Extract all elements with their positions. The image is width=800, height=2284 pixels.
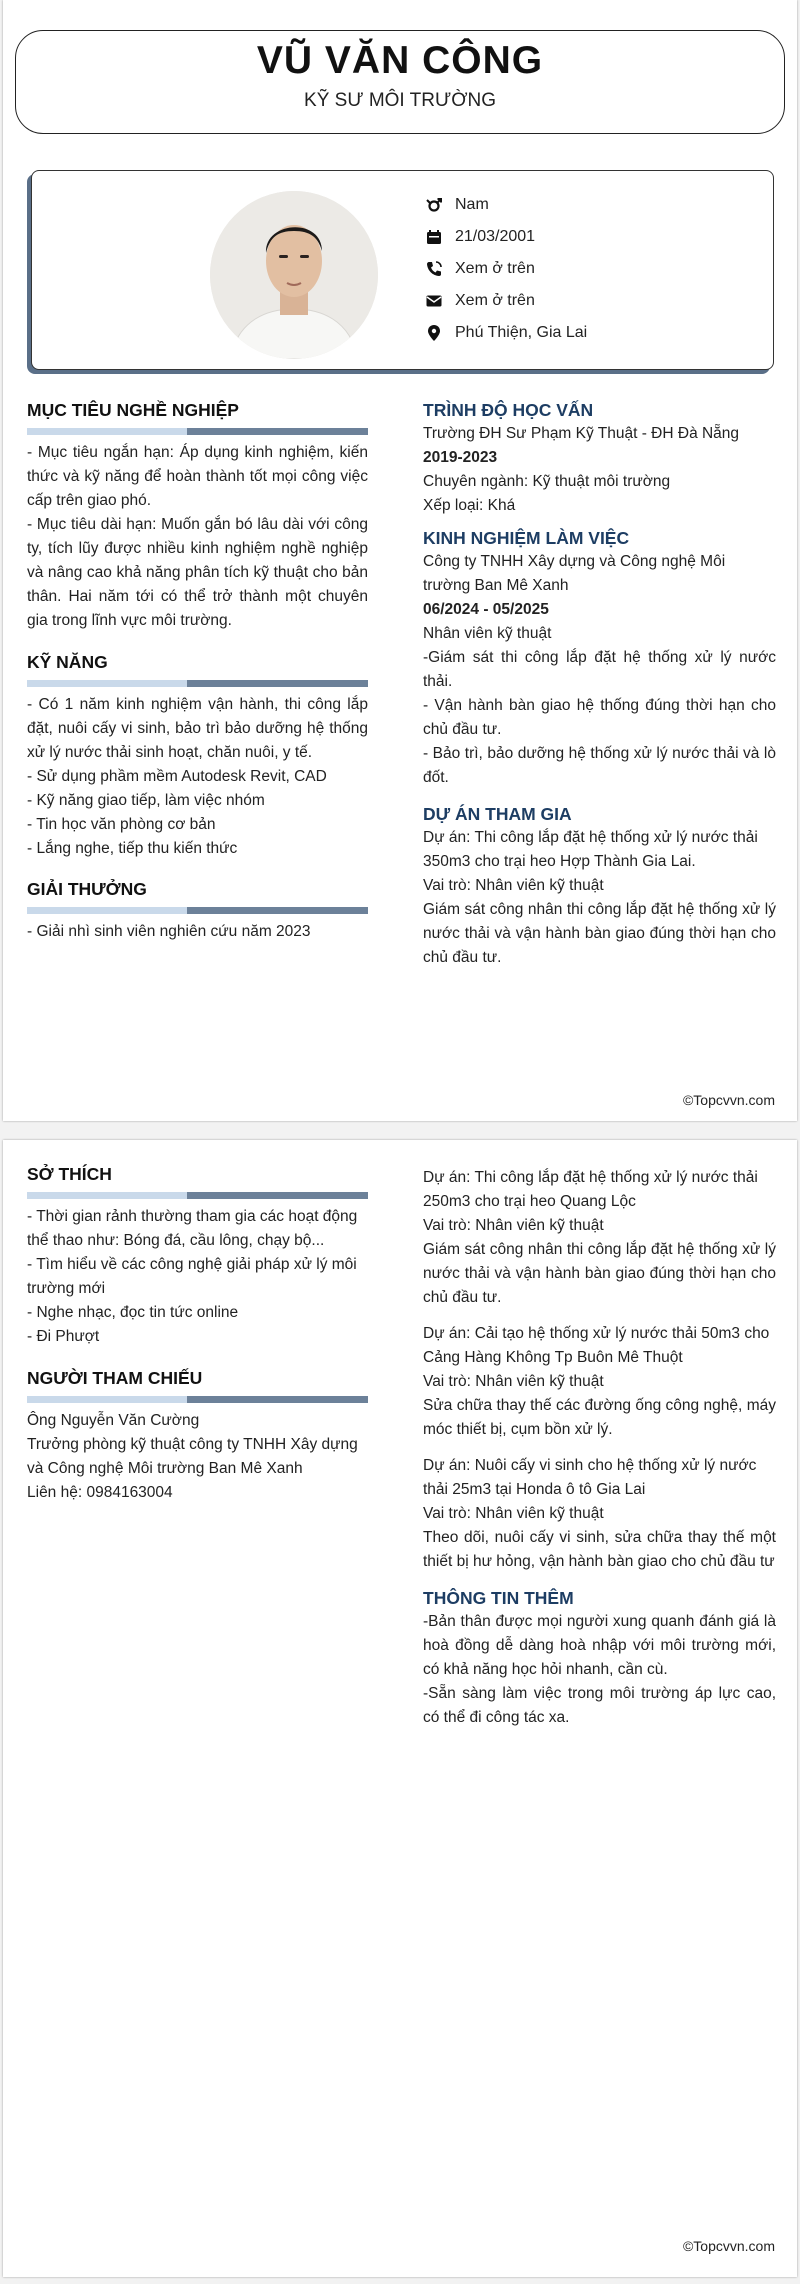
right-column-page2 — [423, 1166, 776, 1730]
address-value: Phú Thiện, Gia Lai — [455, 324, 588, 341]
objective-heading: MỤC TIÊU NGHỀ NGHIỆP — [27, 400, 239, 420]
reference-name: Ông Nguyễn Văn Cường — [27, 1412, 200, 1429]
project-role: Vai trò: Nhân viên kỹ thuật — [423, 1505, 604, 1522]
education-school: Trường ĐH Sư Phạm Kỹ Thuật - ĐH Đà Nẵng — [423, 425, 740, 442]
experience-task: - Bảo trì, bảo dưỡng hệ thống xử lý nước thải và lò đốt. — [423, 745, 776, 786]
contact-email — [425, 285, 587, 317]
cv-page-2 — [3, 1140, 797, 2277]
candidate-name: VŨ VĂN CÔNG — [256, 39, 544, 82]
reference-contact: Liên hệ: 0984163004 — [27, 1484, 173, 1501]
objective-long: - Mục tiêu dài hạn: Muốn gắn bó lâu dài với công ty, tích lũy được nhiều kinh nghiệm nghề nghiệp và nâng cao khả năng phân tích kỹ thuật cho bản thân. Hai năm tới có thể trở thành một chuyên gia trong lĩnh vực môi trường. — [27, 516, 368, 629]
contact-gender — [425, 189, 587, 221]
project-role: Vai trò: Nhân viên kỹ thuật — [423, 1217, 604, 1234]
experience-role: Nhân viên kỹ thuật — [423, 625, 552, 642]
project-name: Dự án: Thi công lắp đặt hệ thống xử lý nước thải 350m3 cho trại heo Hợp Thành Gia Lai. — [423, 829, 758, 870]
footer-brand: ©Topcvvn.com — [682, 1092, 775, 1108]
awards-heading: GIẢI THƯỞNG — [27, 879, 147, 899]
calendar-icon — [425, 228, 443, 246]
hobbies-heading: SỞ THÍCH — [27, 1164, 112, 1184]
hobby-item: - Đi Phượt — [27, 1328, 100, 1345]
skill-item: - Có 1 năm kinh nghiệm vận hành, thi công lắp đặt, nuôi cấy vi sinh, bảo trì bảo dưỡng hệ thống xử lý nước thải sinh hoạt, chăn nuôi, y tế. — [27, 696, 368, 761]
reference-position: Trưởng phòng kỹ thuật công ty TNHH Xây dựng và Công nghệ Môi trường Ban Mê Xanh — [27, 1436, 358, 1477]
personal-info-card — [31, 170, 774, 370]
project-name: Dự án: Nuôi cấy vi sinh cho hệ thống xử lý nước thải 25m3 tại Honda ô tô Gia Lai — [423, 1457, 757, 1498]
hobby-item: - Tìm hiểu về các công nghệ giải pháp xử lý môi trường mới — [27, 1256, 357, 1297]
skill-item: - Tin học văn phòng cơ bản — [27, 816, 216, 833]
additional-info-heading: THÔNG TIN THÊM — [423, 1588, 574, 1608]
experience-task: -Giám sát thi công lắp đặt hệ thống xử lý nước thải. — [423, 649, 776, 690]
project-desc: Theo dõi, nuôi cấy vi sinh, sửa chữa thay thế một thiết bị hư hỏng, vận hành bàn giao cho chủ đầu tư — [423, 1529, 776, 1570]
project-name: Dự án: Thi công lắp đặt hệ thống xử lý nước thải 250m3 cho trại heo Quang Lộc — [423, 1169, 758, 1210]
contact-list — [425, 189, 587, 349]
section-divider — [27, 428, 368, 435]
contact-birthdate — [425, 221, 587, 253]
avatar — [210, 191, 378, 359]
experience-task: - Vận hành bàn giao hệ thống đúng thời hạn cho chủ đầu tư. — [423, 697, 776, 738]
experience-period: 06/2024 - 05/2025 — [423, 601, 549, 618]
award-item: - Giải nhì sinh viên nghiên cứu năm 2023 — [27, 923, 311, 940]
project-role: Vai trò: Nhân viên kỹ thuật — [423, 1373, 604, 1390]
reference-heading: NGƯỜI THAM CHIẾU — [27, 1368, 203, 1388]
education-major: Chuyên ngành: Kỹ thuật môi trường — [423, 473, 671, 490]
portrait-photo — [210, 191, 378, 359]
birthdate-value: 21/03/2001 — [455, 228, 536, 245]
project-desc: Sửa chữa thay thế các đường ống công nghệ, máy móc thiết bị, cụm bồn xử lý. — [423, 1397, 776, 1438]
education-heading: TRÌNH ĐỘ HỌC VẤN — [423, 400, 594, 420]
objective-short: - Mục tiêu ngắn hạn: Áp dụng kinh nghiệm, kiến thức và kỹ năng để hoàn thành tốt mọi công việc cấp trên giao phó. — [27, 444, 368, 509]
additional-info-item: -Sẵn sàng làm việc trong môi trường áp lực cao, có thể đi công tác xa. — [423, 1685, 776, 1726]
gender-value: Nam — [455, 196, 489, 213]
footer-brand: ©Topcvvn.com — [682, 2238, 775, 2254]
section-divider — [27, 1192, 368, 1199]
skills-heading: KỸ NĂNG — [27, 652, 108, 672]
education-period: 2019-2023 — [423, 449, 498, 466]
education-grade: Xếp loại: Khá — [423, 497, 516, 514]
section-divider — [27, 907, 368, 914]
email-value: Xem ở trên — [455, 292, 535, 309]
contact-address — [425, 317, 587, 349]
additional-info-item: -Bản thân được mọi người xung quanh đánh giá là hoà đồng dễ dàng hoà nhập với môi trường mới, có khả năng học hỏi nhanh, cần cù. — [423, 1613, 776, 1678]
skill-item: - Lắng nghe, tiếp thu kiến thức — [27, 840, 238, 857]
project-desc: Giám sát công nhân thi công lắp đặt hệ thống xử lý nước thải và vận hành bàn giao đúng thời hạn cho chủ đầu tư. — [423, 1241, 776, 1306]
name-header — [15, 30, 785, 134]
section-divider — [27, 680, 368, 687]
projects-heading: DỰ ÁN THAM GIA — [423, 804, 572, 824]
hobby-item: - Nghe nhạc, đọc tin tức online — [27, 1304, 239, 1321]
gender-icon — [425, 196, 443, 214]
experience-heading: KINH NGHIỆM LÀM VIỆC — [423, 528, 630, 548]
section-divider — [27, 1396, 368, 1403]
phone-icon — [425, 260, 443, 278]
left-column-page1 — [27, 398, 368, 944]
contact-phone — [425, 253, 587, 285]
experience-company: Công ty TNHH Xây dựng và Công nghệ Môi trường Ban Mê Xanh — [423, 553, 726, 594]
location-pin-icon — [425, 324, 443, 342]
project-desc: Giám sát công nhân thi công lắp đặt hệ thống xử lý nước thải và vận hành bàn giao đúng thời hạn cho chủ đầu tư. — [423, 901, 776, 966]
email-icon — [425, 292, 443, 310]
phone-value: Xem ở trên — [455, 260, 535, 277]
skill-item: - Sử dụng phầm mềm Autodesk Revit, CAD — [27, 768, 327, 785]
left-column-page2 — [27, 1162, 368, 1505]
skill-item: - Kỹ năng giao tiếp, làm việc nhóm — [27, 792, 265, 809]
candidate-title: KỸ SƯ MÔI TRƯỜNG — [304, 90, 496, 111]
hobby-item: - Thời gian rảnh thường tham gia các hoạt động thể thao như: Bóng đá, cầu lông, chạy bộ... — [27, 1208, 358, 1249]
project-role: Vai trò: Nhân viên kỹ thuật — [423, 877, 604, 894]
right-column-page1 — [423, 398, 776, 970]
project-name: Dự án: Cải tạo hệ thống xử lý nước thải 50m3 cho Cảng Hàng Không Tp Buôn Mê Thuột — [423, 1325, 770, 1366]
cv-page-1 — [3, 0, 797, 1121]
